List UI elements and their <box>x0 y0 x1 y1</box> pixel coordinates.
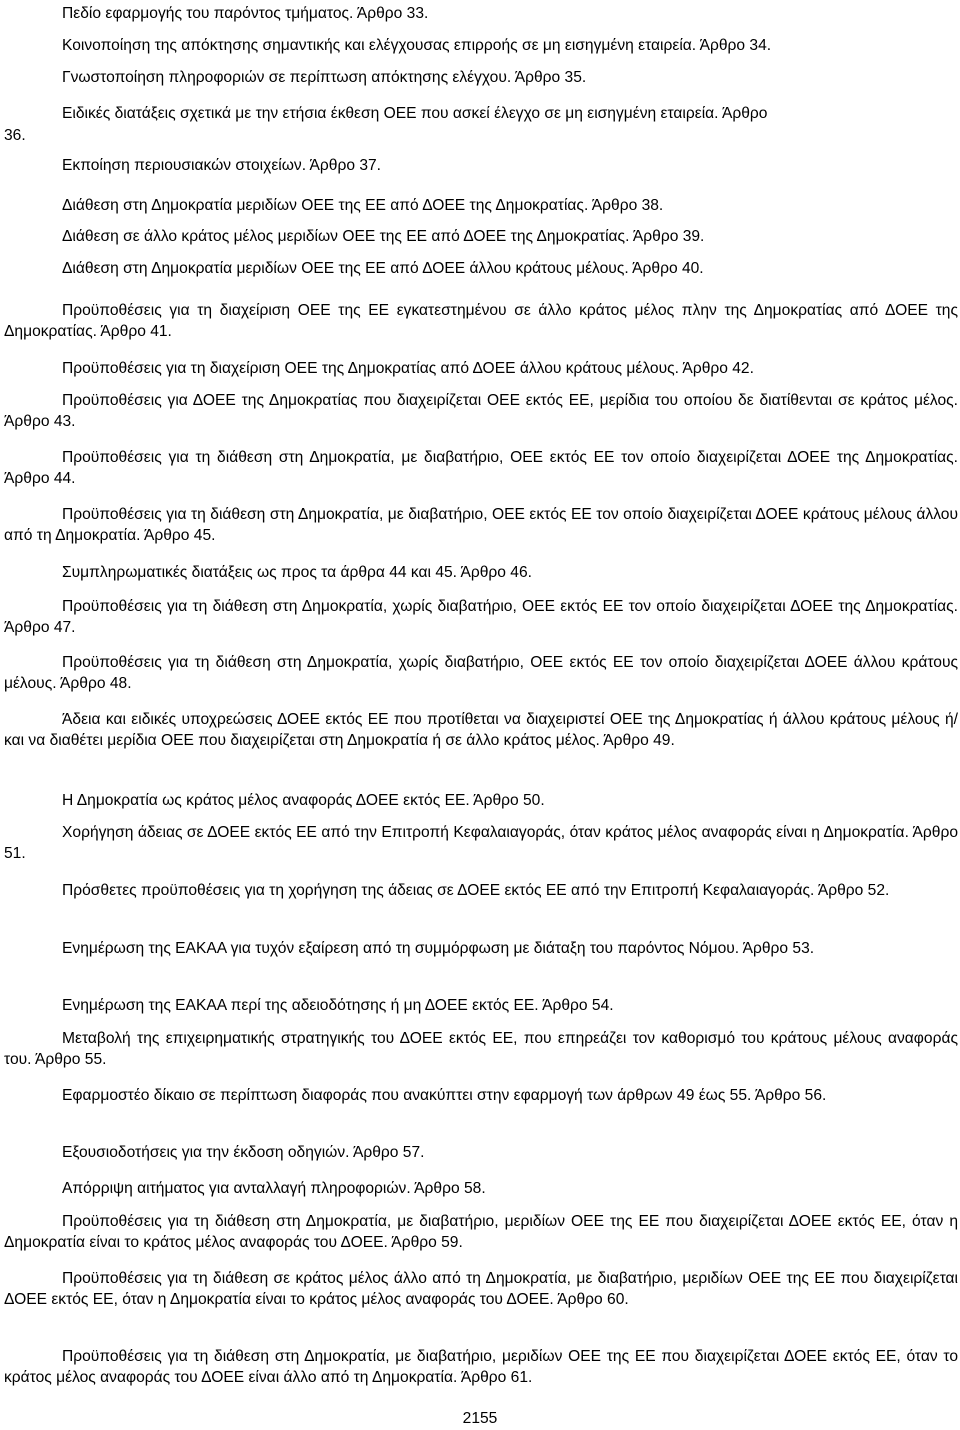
toc-entry: Προϋποθέσεις για τη διάθεση στη Δημοκρατία, με διαβατήριο, μεριδίων ΟΕΕ της ΕΕ που διαχειρίζεται ΔΟΕΕ εκτός ΕΕ, όταν η Δημοκρατία είναι το κράτος μέλος αναφοράς του ΔΟΕΕ. Άρθρο 59. <box>4 1213 958 1251</box>
toc-entry: Ειδικές διατάξεις σχετικά με την ετήσια έκθεση ΟΕΕ που ασκεί έλεγχο σε μη εισηγμένη εταιρεία. Άρθρο <box>62 105 768 122</box>
page-number: 2155 <box>462 1410 498 1427</box>
toc-entry: Διάθεση στη Δημοκρατία μεριδίων ΟΕΕ της ΕΕ από ΔΟΕΕ της Δημοκρατίας. Άρθρο 38. <box>62 197 664 214</box>
toc-entry: Πεδίο εφαρμογής του παρόντος τμήματος. Άρθρο 33. <box>62 5 429 22</box>
toc-entry: Πρόσθετες προϋποθέσεις για τη χορήγηση της άδειας σε ΔΟΕΕ εκτός ΕΕ από την Επιτροπή Κεφαλαιαγοράς. Άρθρο 52. <box>62 882 890 899</box>
toc-entry: Προϋποθέσεις για τη διαχείριση ΟΕΕ της Δημοκρατίας από ΔΟΕΕ άλλου κράτους μέλους. Άρθρο 42. <box>62 360 754 377</box>
toc-entry: Προϋποθέσεις για τη διάθεση στη Δημοκρατία, χωρίς διαβατήριο, ΟΕΕ εκτός ΕΕ τον οποίο διαχειρίζεται ΔΟΕΕ της Δημοκρατίας. Άρθρο 47. <box>4 598 958 636</box>
toc-entry: Ενημέρωση της ΕΑΚΑΑ περί της αδειοδότησης ή μη ΔΟΕΕ εκτός ΕΕ. Άρθρο 54. <box>62 997 614 1014</box>
toc-entry: Εκποίηση περιουσιακών στοιχείων. Άρθρο 37. <box>62 157 382 174</box>
toc-entry: Προϋποθέσεις για τη διάθεση στη Δημοκρατία, με διαβατήριο, ΟΕΕ εκτός ΕΕ τον οποίο διαχειρίζεται ΔΟΕΕ κράτους μέλους άλλου από τη Δημοκρατία. Άρθρο 45. <box>4 506 958 544</box>
toc-entry: Ενημέρωση της ΕΑΚΑΑ για τυχόν εξαίρεση από τη συμμόρφωση με διάταξη του παρόντος Νόμου. Άρθρο 53. <box>62 940 815 957</box>
toc-entry: Προϋποθέσεις για τη διάθεση στη Δημοκρατία, με διαβατήριο, μεριδίων ΟΕΕ της ΕΕ που διαχειρίζεται ΔΟΕΕ εκτός ΕΕ, όταν το κράτος μέλος αναφοράς του ΔΟΕΕ είναι άλλο από τη Δημοκρατία. Άρθρο 61. <box>4 1348 958 1386</box>
toc-entry: Άδεια και ειδικές υποχρεώσεις ΔΟΕΕ εκτός ΕΕ που προτίθεται να διαχειριστεί ΟΕΕ της Δημοκρατίας ή άλλου κράτους μέλους ή/και να διαθέτει μερίδια ΟΕΕ που διαχειρίζεται στη Δημοκρατία ή σε άλλο κράτος μέλος. Άρθρο 49. <box>4 711 958 749</box>
toc-entry: Προϋποθέσεις για τη διάθεση στη Δημοκρατία, με διαβατήριο, ΟΕΕ εκτός ΕΕ τον οποίο διαχειρίζεται ΔΟΕΕ της Δημοκρατίας. Άρθρο 44. <box>4 449 958 487</box>
toc-entry: Προϋποθέσεις για τη διάθεση στη Δημοκρατία, χωρίς διαβατήριο, ΟΕΕ εκτός ΕΕ τον οποίο διαχειρίζεται ΔΟΕΕ άλλου κράτους μέλους. Άρθρο 48. <box>4 654 958 692</box>
toc-entry: Προϋποθέσεις για ΔΟΕΕ της Δημοκρατίας που διαχειρίζεται ΟΕΕ εκτός ΕΕ, μερίδια του οποίου δε διατίθενται σε κράτος μέλος. Άρθρο 43. <box>4 392 958 430</box>
toc-entry: Κοινοποίηση της απόκτησης σημαντικής και ελέγχουσας επιρροής σε μη εισηγμένη εταιρεία. Άρθρο 34. <box>62 37 772 54</box>
toc-entry: Απόρριψη αιτήματος για ανταλλαγή πληροφοριών. Άρθρο 58. <box>62 1180 486 1197</box>
toc-entry: Διάθεση σε άλλο κράτος μέλος μεριδίων ΟΕΕ της ΕΕ από ΔΟΕΕ της Δημοκρατίας. Άρθρο 39. <box>62 228 705 245</box>
toc-entry: Προϋποθέσεις για τη διάθεση σε κράτος μέλος άλλο από τη Δημοκρατία, με διαβατήριο, μεριδίων ΟΕΕ της ΕΕ που διαχειρίζεται ΔΟΕΕ εκτός ΕΕ, όταν η Δημοκρατία είναι το κράτος μέλος αναφοράς του ΔΟΕΕ. Άρθρο 60. <box>4 1270 958 1308</box>
toc-entry: Μεταβολή της επιχειρηματικής στρατηγικής του ΔΟΕΕ εκτός ΕΕ, που επηρεάζει τον καθορισμό του κράτους μέλους αναφοράς του. Άρθρο 55. <box>4 1030 958 1068</box>
toc-entry: Προϋποθέσεις για τη διαχείριση ΟΕΕ της ΕΕ εγκατεστημένου σε άλλο κράτος μέλος πλην της Δημοκρατίας από ΔΟΕΕ της Δημοκρατίας. Άρθρο 41. <box>4 302 958 340</box>
toc-entry: Εφαρμοστέο δίκαιο σε περίπτωση διαφοράς που ανακύπτει στην εφαρμογή των άρθρων 49 έως 55. Άρθρο 56. <box>62 1087 827 1104</box>
toc-entry: Εξουσιοδοτήσεις για την έκδοση οδηγιών. Άρθρο 57. <box>62 1144 425 1161</box>
toc-entry: Γνωστοποίηση πληροφοριών σε περίπτωση απόκτησης ελέγχου. Άρθρο 35. <box>62 69 587 86</box>
toc-entry: Συμπληρωματικές διατάξεις ως προς τα άρθρα 44 και 45. Άρθρο 46. <box>62 564 532 581</box>
toc-entry: Η Δημοκρατία ως κράτος μέλος αναφοράς ΔΟΕΕ εκτός ΕΕ. Άρθρο 50. <box>62 792 545 809</box>
toc-entry: Διάθεση στη Δημοκρατία μεριδίων ΟΕΕ της ΕΕ από ΔΟΕΕ άλλου κράτους μέλους. Άρθρο 40. <box>62 260 704 277</box>
article-side-number: 36. <box>4 127 26 144</box>
toc-entry: Χορήγηση άδειας σε ΔΟΕΕ εκτός ΕΕ από την Επιτροπή Κεφαλαιαγοράς, όταν κράτος μέλος αναφοράς είναι η Δημοκρατία. Άρθρο 51. <box>4 824 958 862</box>
